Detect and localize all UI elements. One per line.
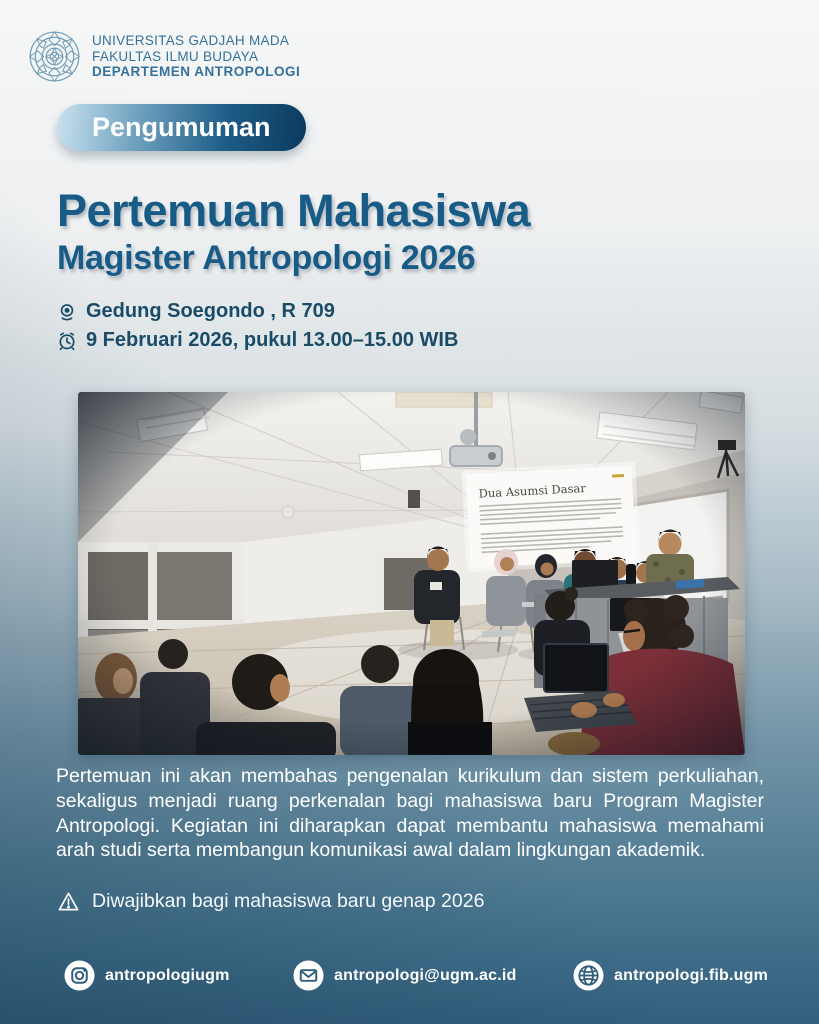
instagram-handle: antropologiugm — [105, 966, 230, 984]
warning-triangle-icon — [57, 890, 80, 913]
email-icon — [293, 960, 324, 991]
classroom-scene — [78, 392, 745, 755]
event-schedule — [57, 329, 458, 352]
event-location-text: Gedung Soegondo , R 709 — [86, 300, 335, 322]
website-url: antropologi.fib.ugm — [614, 966, 768, 984]
classroom-photo — [78, 392, 745, 755]
header-brand — [27, 29, 300, 84]
university-name: UNIVERSITAS GADJAH MADA — [92, 32, 290, 48]
event-description: Pertemuan ini akan membahas pengenalan kurikulum dan sistem perkuliahan, sekaligus menjadi ruang perkenalan bagi mahasiswa baru Program Magister Antropologi. Kegiatan ini diharapkan dapat membantu mahasiswa memahami arah studi serta membangun komunikasi awal dalam lingkungan akademik. — [56, 765, 764, 862]
ugm-logo-icon — [27, 29, 82, 84]
footer-contacts — [0, 960, 819, 1000]
page-title-line1: Pertemuan Mahasiswa — [57, 185, 531, 236]
website-contact — [573, 960, 768, 991]
event-location — [57, 300, 458, 323]
email-address: antropologi@ugm.ac.id — [334, 966, 517, 984]
announcement-badge: Pengumuman — [57, 104, 306, 151]
faculty-name: FAKULTAS ILMU BUDAYA — [92, 48, 259, 64]
department-name: DEPARTEMEN ANTROPOLOGI — [92, 64, 301, 80]
location-pin-icon — [57, 302, 77, 322]
event-details — [57, 300, 458, 352]
alarm-clock-icon — [57, 331, 77, 351]
instagram-contact — [64, 960, 230, 991]
event-schedule-text: 9 Februari 2026, pukul 13.00–15.00 WIB — [86, 329, 459, 351]
institution-name — [92, 33, 300, 81]
mandatory-note-text: Diwajibkan bagi mahasiswa baru genap 2026 — [92, 890, 485, 912]
globe-icon — [573, 960, 604, 991]
page-title-line2: Magister Antropologi 2026 — [57, 239, 476, 277]
email-contact — [293, 960, 516, 991]
instagram-icon — [64, 960, 95, 991]
mandatory-note — [57, 890, 484, 913]
